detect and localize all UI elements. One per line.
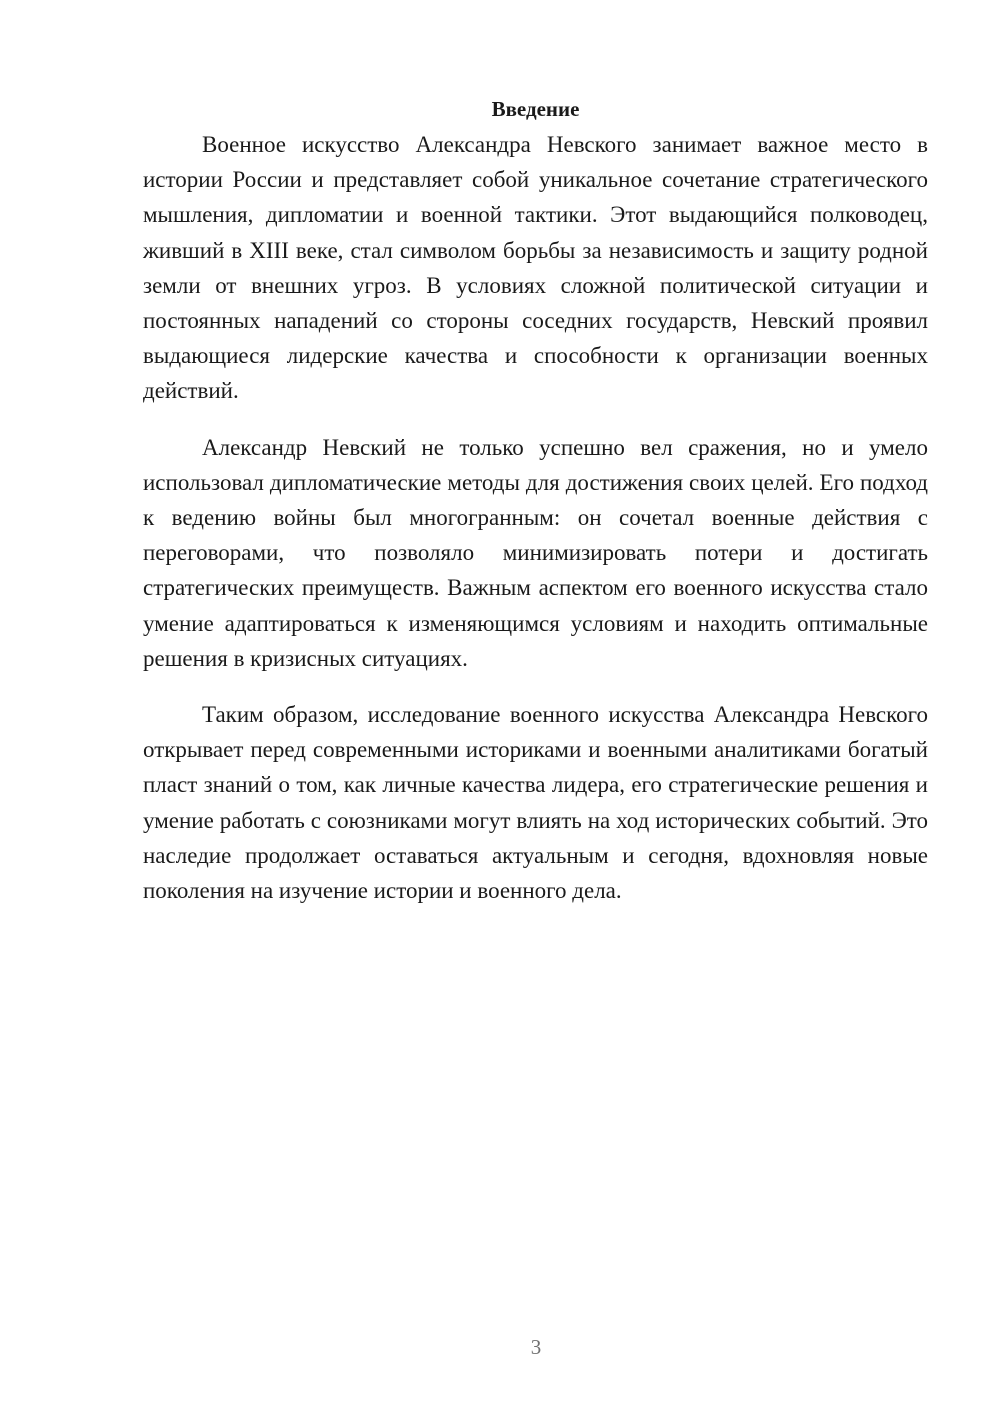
section-heading: Введение: [491, 97, 580, 121]
paragraph-2: Александр Невский не только успешно вел сражения, но и умело использовал дипломатические методы для достижения своих целей. Его подход к ведению войны был многогранным: он сочетал военные действия с переговорами, что позволяло минимизировать потери и достигать стратегических преимуществ. Важным аспектом его военного искусства стало умение адаптироваться к изменяющимся условиям и находить оптимальные решения в кризисных ситуациях.: [143, 434, 928, 671]
page-content: [143, 92, 928, 908]
paragraph-1: Военное искусство Александра Невского занимает важное место в истории России и представляет собой уникальное сочетание стратегического мышления, дипломатии и военной тактики. Этот выдающийся полководец, живший в XIII веке, стал символом борьбы за независимость и защиту родной земли от внешних угроз. В условиях сложной политической ситуации и постоянных нападений со стороны соседних государств, Невский проявил выдающиеся лидерские качества и способности к организации военных действий.: [143, 132, 928, 404]
page-number: 3: [530, 1335, 542, 1359]
paragraph-3: Таким образом, исследование военного искусства Александра Невского открывает перед современными историками и военными аналитиками богатый пласт знаний о том, как личные качества лидера, его стратегические решения и умение работать с союзниками могут влиять на ход исторических событий. Это наследие продолжает оставаться актуальным и сегодня, вдохновляя новые поколения на изучение истории и военного дела.: [143, 702, 928, 904]
